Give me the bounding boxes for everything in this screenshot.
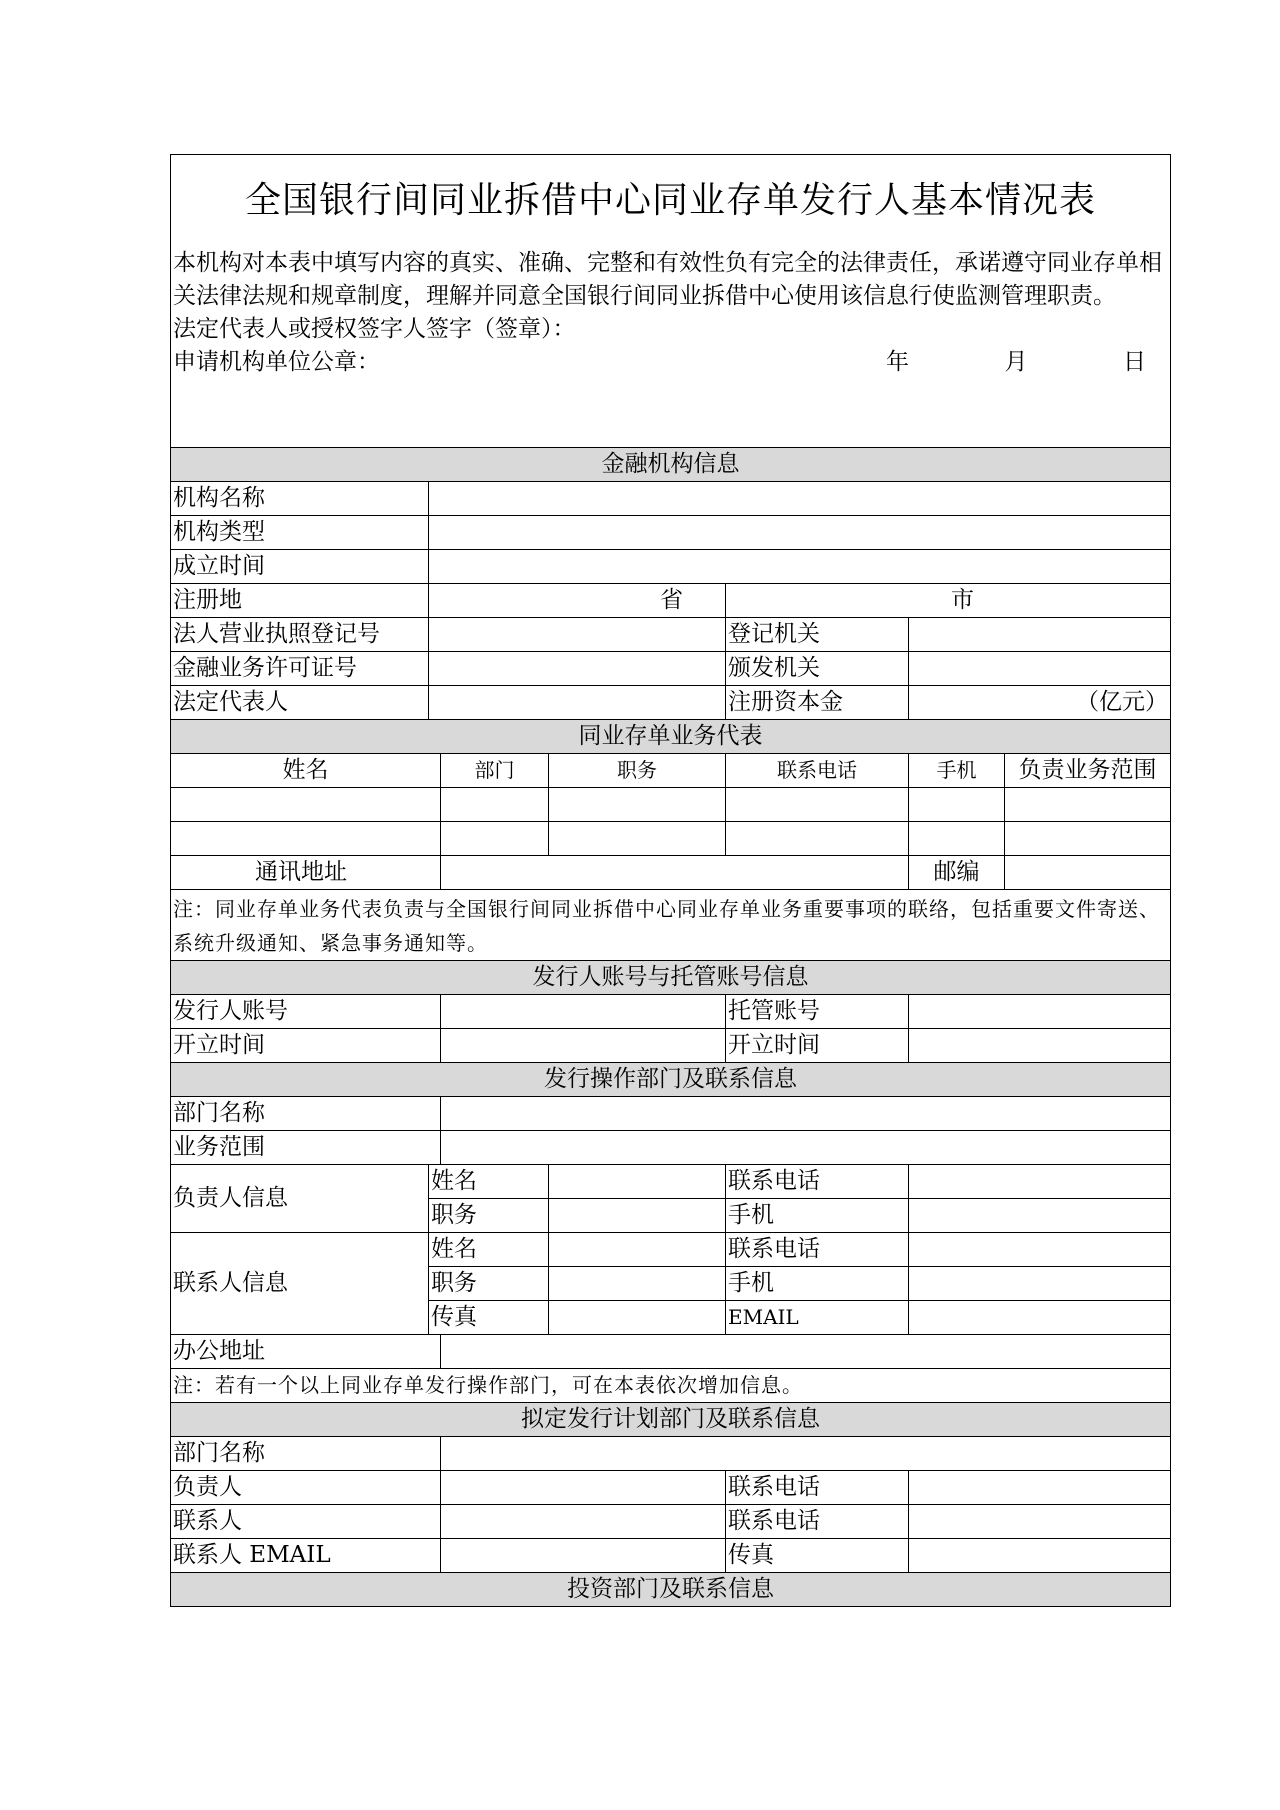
label-license-no: 法人营业执照登记号 bbox=[171, 618, 429, 652]
section-header-investment: 投资部门及联系信息 bbox=[171, 1573, 1171, 1607]
field-postcode[interactable] bbox=[1005, 856, 1171, 890]
rep-name-cell[interactable] bbox=[171, 788, 441, 822]
label-contact-position: 职务 bbox=[429, 1267, 549, 1301]
rep-mobile-cell[interactable] bbox=[909, 822, 1005, 856]
field-plan-phone-2[interactable] bbox=[909, 1505, 1171, 1539]
field-plan-dept-name[interactable] bbox=[441, 1437, 1171, 1471]
label-finance-permit: 金融业务许可证号 bbox=[171, 652, 429, 686]
field-head-phone[interactable] bbox=[909, 1165, 1171, 1199]
signature-label: 法定代表人或授权签字人签字（签章）： bbox=[173, 316, 576, 342]
field-issuing-authority[interactable] bbox=[909, 652, 1171, 686]
label-contact-info: 联系人信息 bbox=[171, 1233, 429, 1335]
day-label: 日 bbox=[1123, 349, 1147, 375]
field-contact-phone[interactable] bbox=[909, 1233, 1171, 1267]
operation-note: 注：若有一个以上同业存单发行操作部门，可在本表依次增加信息。 bbox=[171, 1369, 1171, 1403]
label-established: 成立时间 bbox=[171, 550, 429, 584]
application-form bbox=[170, 154, 1170, 1607]
label-institution-type: 机构类型 bbox=[171, 516, 429, 550]
field-plan-phone-1[interactable] bbox=[909, 1471, 1171, 1505]
field-address[interactable] bbox=[441, 856, 909, 890]
label-head-name: 姓名 bbox=[429, 1165, 549, 1199]
field-contact-fax[interactable] bbox=[549, 1301, 726, 1335]
label-plan-phone-2: 联系电话 bbox=[726, 1505, 909, 1539]
label-plan-dept-name: 部门名称 bbox=[171, 1437, 441, 1471]
rep-dept-cell[interactable] bbox=[441, 822, 549, 856]
rep-position-cell[interactable] bbox=[549, 822, 726, 856]
label-contact-fax: 传真 bbox=[429, 1301, 549, 1335]
field-contact-email[interactable] bbox=[909, 1301, 1171, 1335]
date-fields bbox=[886, 346, 1168, 379]
declaration-block bbox=[171, 245, 1171, 448]
field-op-dept-name[interactable] bbox=[441, 1097, 1171, 1131]
label-reg-authority: 登记机关 bbox=[726, 618, 909, 652]
label-office-address: 办公地址 bbox=[171, 1335, 441, 1369]
field-contact-name[interactable] bbox=[549, 1233, 726, 1267]
field-reg-authority[interactable] bbox=[909, 618, 1171, 652]
year-label: 年 bbox=[886, 349, 910, 375]
form-table bbox=[170, 154, 1171, 1607]
field-plan-head[interactable] bbox=[441, 1471, 726, 1505]
table-row bbox=[171, 788, 1171, 822]
field-head-position[interactable] bbox=[549, 1199, 726, 1233]
col-position: 职务 bbox=[549, 754, 726, 788]
label-plan-head: 负责人 bbox=[171, 1471, 441, 1505]
rep-position-cell[interactable] bbox=[549, 788, 726, 822]
field-head-name[interactable] bbox=[549, 1165, 726, 1199]
label-postcode: 邮编 bbox=[909, 856, 1005, 890]
section-header-operation: 发行操作部门及联系信息 bbox=[171, 1063, 1171, 1097]
label-op-dept-name: 部门名称 bbox=[171, 1097, 441, 1131]
rep-phone-cell[interactable] bbox=[726, 788, 909, 822]
label-contact-name: 姓名 bbox=[429, 1233, 549, 1267]
seal-label: 申请机构单位公章： bbox=[173, 349, 380, 375]
field-op-scope[interactable] bbox=[441, 1131, 1171, 1165]
label-contact-phone: 联系电话 bbox=[726, 1233, 909, 1267]
label-opened-2: 开立时间 bbox=[726, 1029, 909, 1063]
label-head-position: 职务 bbox=[429, 1199, 549, 1233]
representative-note: 注：同业存单业务代表负责与全国银行间同业拆借中心同业存单业务重要事项的联络，包括重要文件寄送、系统升级通知、紧急事务通知等。 bbox=[171, 890, 1171, 961]
label-legal-rep: 法定代表人 bbox=[171, 686, 429, 720]
rep-scope-cell[interactable] bbox=[1005, 788, 1171, 822]
field-institution-type[interactable] bbox=[429, 516, 1171, 550]
field-city[interactable]: 市 bbox=[726, 584, 1171, 618]
label-contact-mobile: 手机 bbox=[726, 1267, 909, 1301]
label-custody-account: 托管账号 bbox=[726, 995, 909, 1029]
rep-mobile-cell[interactable] bbox=[909, 788, 1005, 822]
section-header-financial: 金融机构信息 bbox=[171, 448, 1171, 482]
seal-date-line bbox=[173, 346, 1168, 379]
field-contact-mobile[interactable] bbox=[909, 1267, 1171, 1301]
label-issuing-authority: 颁发机关 bbox=[726, 652, 909, 686]
field-institution-name[interactable] bbox=[429, 482, 1171, 516]
rep-dept-cell[interactable] bbox=[441, 788, 549, 822]
label-plan-contact-email: 联系人 EMAIL bbox=[171, 1539, 441, 1573]
field-head-mobile[interactable] bbox=[909, 1199, 1171, 1233]
month-label: 月 bbox=[1004, 349, 1028, 375]
label-institution-name: 机构名称 bbox=[171, 482, 429, 516]
label-contact-email: EMAIL bbox=[726, 1301, 909, 1335]
label-head-mobile: 手机 bbox=[726, 1199, 909, 1233]
rep-name-cell[interactable] bbox=[171, 822, 441, 856]
label-head-phone: 联系电话 bbox=[726, 1165, 909, 1199]
field-custody-account[interactable] bbox=[909, 995, 1171, 1029]
field-legal-rep[interactable] bbox=[429, 686, 726, 720]
section-header-plan: 拟定发行计划部门及联系信息 bbox=[171, 1403, 1171, 1437]
field-reg-capital[interactable]: （亿元） bbox=[909, 686, 1171, 720]
field-finance-permit[interactable] bbox=[429, 652, 726, 686]
declaration-text: 本机构对本表中填写内容的真实、准确、完整和有效性负有完全的法律责任，承诺遵守同业存单相关法律法规和规章制度，理解并同意全国银行间同业拆借中心使用该信息行使监测管理职责。 bbox=[173, 250, 1162, 309]
rep-scope-cell[interactable] bbox=[1005, 822, 1171, 856]
label-head-info: 负责人信息 bbox=[171, 1165, 429, 1233]
label-op-scope: 业务范围 bbox=[171, 1131, 441, 1165]
label-issuer-account: 发行人账号 bbox=[171, 995, 441, 1029]
field-opened-2[interactable] bbox=[909, 1029, 1171, 1063]
label-reg-capital: 注册资本金 bbox=[726, 686, 909, 720]
form-title: 全国银行间同业拆借中心同业存单发行人基本情况表 bbox=[171, 155, 1171, 246]
col-scope: 负责业务范围 bbox=[1005, 754, 1171, 788]
section-header-representative: 同业存单业务代表 bbox=[171, 720, 1171, 754]
field-plan-fax[interactable] bbox=[909, 1539, 1171, 1573]
field-license-no[interactable] bbox=[429, 618, 726, 652]
label-plan-contact: 联系人 bbox=[171, 1505, 441, 1539]
field-plan-contact-email[interactable] bbox=[441, 1539, 726, 1573]
col-phone: 联系电话 bbox=[726, 754, 909, 788]
label-address: 通讯地址 bbox=[171, 856, 441, 890]
field-contact-position[interactable] bbox=[549, 1267, 726, 1301]
col-mobile: 手机 bbox=[909, 754, 1005, 788]
field-issuer-account[interactable] bbox=[441, 995, 726, 1029]
rep-phone-cell[interactable] bbox=[726, 822, 909, 856]
label-plan-fax: 传真 bbox=[726, 1539, 909, 1573]
field-province[interactable]: 省 bbox=[429, 584, 726, 618]
col-dept: 部门 bbox=[441, 754, 549, 788]
col-name: 姓名 bbox=[171, 754, 441, 788]
field-plan-contact[interactable] bbox=[441, 1505, 726, 1539]
label-plan-phone-1: 联系电话 bbox=[726, 1471, 909, 1505]
field-office-address[interactable] bbox=[441, 1335, 1171, 1369]
table-row bbox=[171, 822, 1171, 856]
label-registered-place: 注册地 bbox=[171, 584, 429, 618]
field-opened-1[interactable] bbox=[441, 1029, 726, 1063]
field-established[interactable] bbox=[429, 550, 1171, 584]
label-opened-1: 开立时间 bbox=[171, 1029, 441, 1063]
section-header-accounts: 发行人账号与托管账号信息 bbox=[171, 961, 1171, 995]
